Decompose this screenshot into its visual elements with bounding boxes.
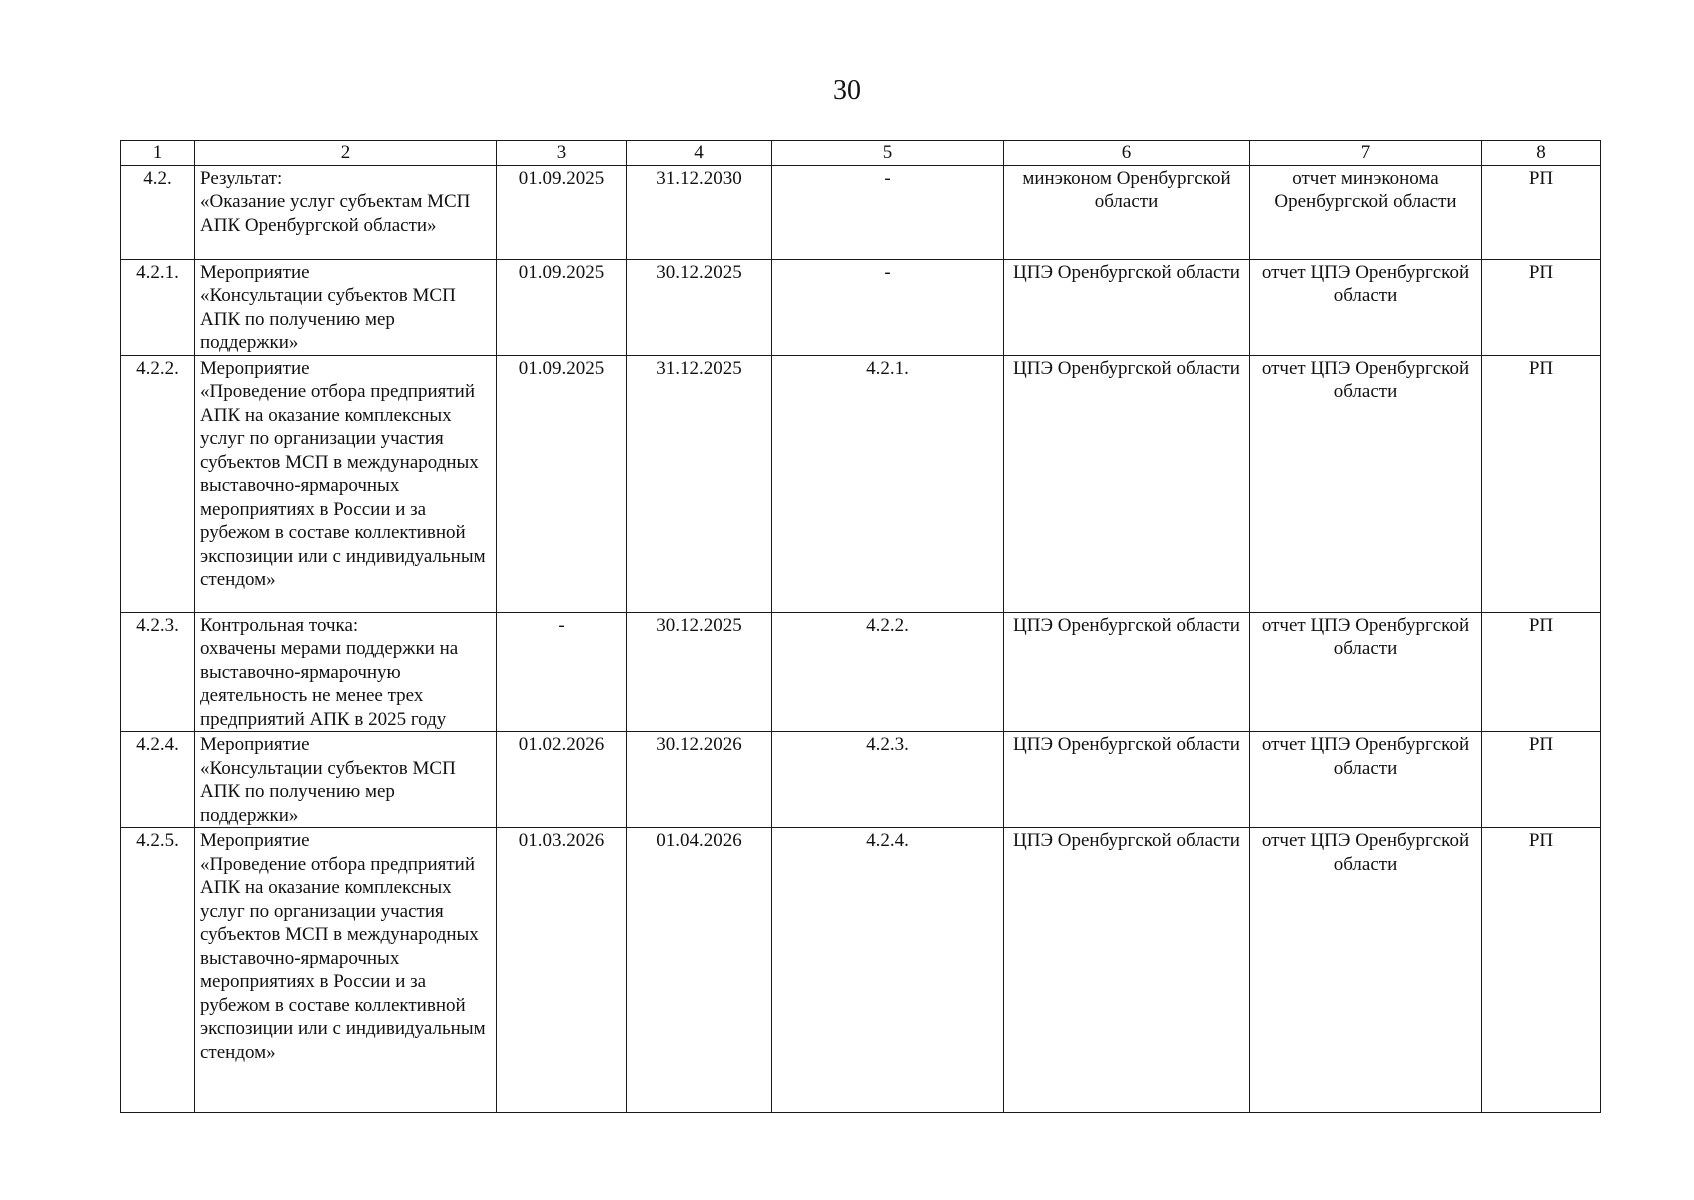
- row-name-cell: Мероприятие «Консультации субъектов МСП АПК по получению мер поддержки»: [195, 732, 497, 828]
- row-start-date-cell: 01.09.2025: [497, 355, 627, 612]
- table-row: [121, 259, 1601, 355]
- table-row: [121, 612, 1601, 732]
- table-row: [121, 355, 1601, 612]
- header-cell-8: 8: [1482, 141, 1601, 166]
- row-document-cell: отчет ЦПЭ Оренбургской области: [1250, 732, 1482, 828]
- row-predecessor-cell: 4.2.3.: [772, 732, 1004, 828]
- header-cell-7: 7: [1250, 141, 1482, 166]
- row-end-date-cell: 30.12.2026: [627, 732, 772, 828]
- header-cell-2: 2: [195, 141, 497, 166]
- row-info-system-cell: РП: [1482, 165, 1601, 259]
- row-end-date-cell: 30.12.2025: [627, 612, 772, 732]
- page-number: 30: [833, 75, 861, 106]
- row-predecessor-cell: 4.2.1.: [772, 355, 1004, 612]
- header-cell-5: 5: [772, 141, 1004, 166]
- row-predecessor-cell: -: [772, 165, 1004, 259]
- row-responsible-cell: минэконом Оренбургской области: [1004, 165, 1250, 259]
- row-info-system-cell: РП: [1482, 828, 1601, 1113]
- row-responsible-cell: ЦПЭ Оренбургской области: [1004, 732, 1250, 828]
- row-document-cell: отчет ЦПЭ Оренбургской области: [1250, 355, 1482, 612]
- row-name-cell: Контрольная точка: охвачены мерами поддержки на выставочно-ярмарочную деятельность не менее трех предприятий АПК в 2025 году: [195, 612, 497, 732]
- row-document-cell: отчет ЦПЭ Оренбургской области: [1250, 612, 1482, 732]
- row-info-system-cell: РП: [1482, 355, 1601, 612]
- row-predecessor-cell: -: [772, 259, 1004, 355]
- row-number-cell: 4.2.4.: [121, 732, 195, 828]
- row-number-cell: 4.2.: [121, 165, 195, 259]
- row-info-system-cell: РП: [1482, 259, 1601, 355]
- row-end-date-cell: 31.12.2025: [627, 355, 772, 612]
- row-start-date-cell: 01.09.2025: [497, 259, 627, 355]
- row-document-cell: отчет минэконома Оренбургской области: [1250, 165, 1482, 259]
- row-number-cell: 4.2.2.: [121, 355, 195, 612]
- row-end-date-cell: 31.12.2030: [627, 165, 772, 259]
- row-name-cell: Мероприятие «Консультации субъектов МСП АПК по получению мер поддержки»: [195, 259, 497, 355]
- row-document-cell: отчет ЦПЭ Оренбургской области: [1250, 259, 1482, 355]
- header-cell-4: 4: [627, 141, 772, 166]
- table-row: [121, 732, 1601, 828]
- row-info-system-cell: РП: [1482, 732, 1601, 828]
- row-start-date-cell: -: [497, 612, 627, 732]
- table-row: [121, 828, 1601, 1113]
- row-info-system-cell: РП: [1482, 612, 1601, 732]
- row-name-cell: Мероприятие «Проведение отбора предприятий АПК на оказание комплексных услуг по организации участия субъектов МСП в международных выставочно-ярмарочных мероприятиях в России и за рубежом в составе коллективной экспозиции или с индивидуальным стендом»: [195, 828, 497, 1113]
- row-number-cell: 4.2.1.: [121, 259, 195, 355]
- row-name-cell: Мероприятие «Проведение отбора предприятий АПК на оказание комплексных услуг по организации участия субъектов МСП в международных выставочно-ярмарочных мероприятиях в России и за рубежом в составе коллективной экспозиции или с индивидуальным стендом»: [195, 355, 497, 612]
- row-responsible-cell: ЦПЭ Оренбургской области: [1004, 828, 1250, 1113]
- header-cell-1: 1: [121, 141, 195, 166]
- header-cell-6: 6: [1004, 141, 1250, 166]
- header-row: [121, 141, 1601, 166]
- row-predecessor-cell: 4.2.2.: [772, 612, 1004, 732]
- row-responsible-cell: ЦПЭ Оренбургской области: [1004, 355, 1250, 612]
- row-responsible-cell: ЦПЭ Оренбургской области: [1004, 259, 1250, 355]
- row-number-cell: 4.2.5.: [121, 828, 195, 1113]
- row-end-date-cell: 01.04.2026: [627, 828, 772, 1113]
- plan-table: [120, 140, 1601, 1113]
- row-responsible-cell: ЦПЭ Оренбургской области: [1004, 612, 1250, 732]
- row-start-date-cell: 01.03.2026: [497, 828, 627, 1113]
- row-number-cell: 4.2.3.: [121, 612, 195, 732]
- row-start-date-cell: 01.09.2025: [497, 165, 627, 259]
- row-end-date-cell: 30.12.2025: [627, 259, 772, 355]
- header-cell-3: 3: [497, 141, 627, 166]
- table-row: [121, 165, 1601, 259]
- row-start-date-cell: 01.02.2026: [497, 732, 627, 828]
- row-document-cell: отчет ЦПЭ Оренбургской области: [1250, 828, 1482, 1113]
- row-name-cell: Результат: «Оказание услуг субъектам МСП АПК Оренбургской области»: [195, 165, 497, 259]
- row-predecessor-cell: 4.2.4.: [772, 828, 1004, 1113]
